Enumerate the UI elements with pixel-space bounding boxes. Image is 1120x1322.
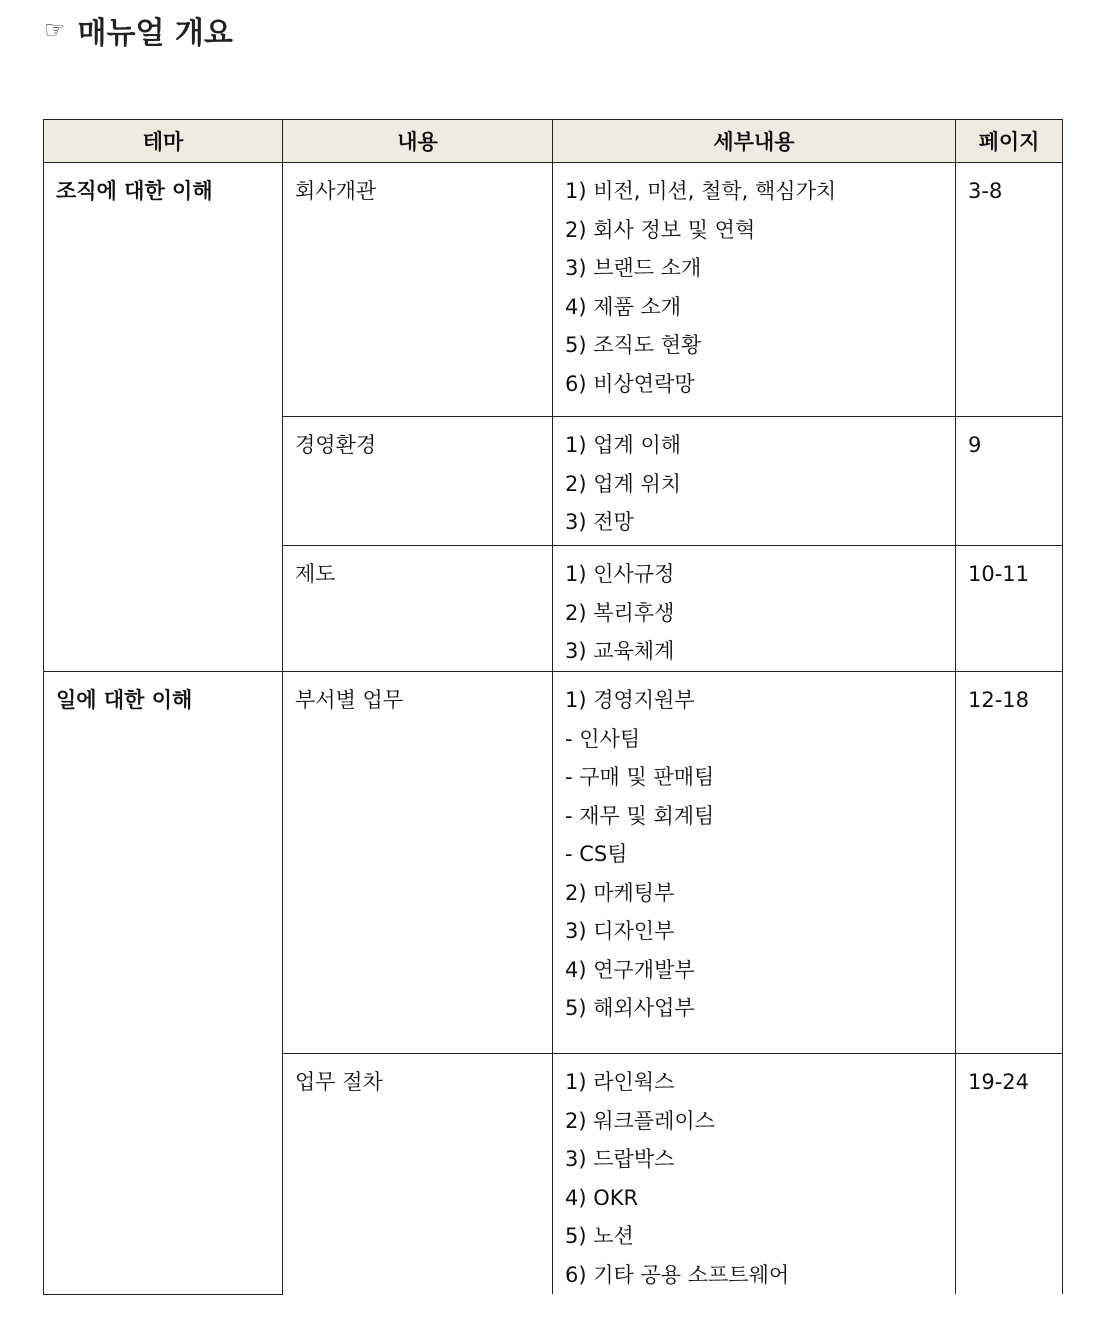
- page-cell: [956, 163, 1063, 417]
- manual-overview-table: [43, 119, 1063, 1295]
- page-cell: [956, 1054, 1063, 1295]
- page-cell: [956, 417, 1063, 546]
- detail-item: 5) 해외사업부: [565, 996, 695, 1020]
- header-theme: 테마: [44, 120, 283, 163]
- content-cell: [283, 672, 553, 1054]
- content-label: 부서별 업무: [295, 688, 404, 712]
- detail-item: 1) 경영지원부: [565, 688, 695, 712]
- detail-item: 2) 업계 위치: [565, 471, 682, 496]
- detail-item: 2) 복리후생: [565, 600, 675, 625]
- details-cell: [553, 163, 956, 417]
- page-cell: [956, 672, 1063, 1054]
- detail-item: - 재무 및 회계팀: [565, 803, 715, 828]
- detail-item: 3) 디자인부: [565, 919, 675, 943]
- content-cell: [283, 417, 553, 546]
- header-content: 내용: [283, 120, 553, 163]
- detail-item: 3) 브랜드 소개: [565, 256, 702, 280]
- detail-item: 2) 회사 정보 및 연혁: [565, 217, 756, 242]
- detail-item: 3) 전망: [565, 510, 634, 534]
- header-details: 세부내용: [553, 120, 956, 163]
- detail-item: 2) 워크플레이스: [565, 1108, 715, 1133]
- details-cell: [553, 417, 956, 546]
- theme-cell: [44, 672, 283, 1295]
- detail-item: 5) 조직도 현황: [565, 333, 702, 357]
- detail-item: 4) 제품 소개: [565, 294, 682, 319]
- details-cell: [553, 672, 956, 1054]
- detail-item: 6) 비상연락망: [565, 371, 695, 396]
- page-range: 3-8: [968, 179, 1003, 203]
- detail-item: - 구매 및 판매팀: [565, 765, 715, 789]
- table-row: [44, 163, 1063, 417]
- detail-item: 1) 라인웍스: [565, 1070, 675, 1094]
- detail-item: 3) 드랍박스: [565, 1147, 675, 1171]
- detail-item: 4) 연구개발부: [565, 957, 695, 982]
- detail-item: 5) 노션: [565, 1224, 634, 1248]
- detail-item: 1) 인사규정: [565, 562, 675, 586]
- details-cell: [553, 1054, 956, 1295]
- details-cell: [553, 546, 956, 672]
- page-cell: [956, 546, 1063, 672]
- detail-item: 1) 업계 이해: [565, 433, 682, 457]
- page-title: 매뉴얼 개요: [77, 16, 233, 51]
- table-row: [44, 672, 1063, 1054]
- header-page: 페이지: [956, 120, 1063, 163]
- pointing-hand-icon: ☞: [44, 16, 66, 44]
- detail-item: 4) OKR: [565, 1185, 639, 1210]
- detail-item: 2) 마케팅부: [565, 880, 675, 905]
- detail-item: - 인사팀: [565, 726, 641, 751]
- detail-item: 3) 교육체계: [565, 639, 675, 663]
- content-label: 업무 절차: [295, 1070, 383, 1094]
- page-heading: [44, 8, 233, 52]
- content-label: 제도: [295, 562, 336, 586]
- content-cell: [283, 163, 553, 417]
- theme-cell: [44, 163, 283, 672]
- content-label: 회사개관: [295, 179, 377, 203]
- content-cell: [283, 1054, 553, 1295]
- content-label: 경영환경: [295, 433, 377, 457]
- page-range: 9: [968, 433, 982, 457]
- detail-item: 1) 비전, 미션, 철학, 핵심가치: [565, 179, 837, 203]
- table-header-row: [44, 120, 1063, 163]
- page-range: 12-18: [968, 688, 1030, 712]
- detail-item: - CS팀: [565, 842, 628, 866]
- theme-label: 일에 대한 이해: [56, 688, 193, 712]
- page-range: 19-24: [968, 1070, 1030, 1094]
- page-range: 10-11: [968, 562, 1030, 586]
- detail-item: 6) 기타 공용 소프트웨어: [565, 1262, 790, 1287]
- content-cell: [283, 546, 553, 672]
- theme-label: 조직에 대한 이해: [56, 179, 213, 203]
